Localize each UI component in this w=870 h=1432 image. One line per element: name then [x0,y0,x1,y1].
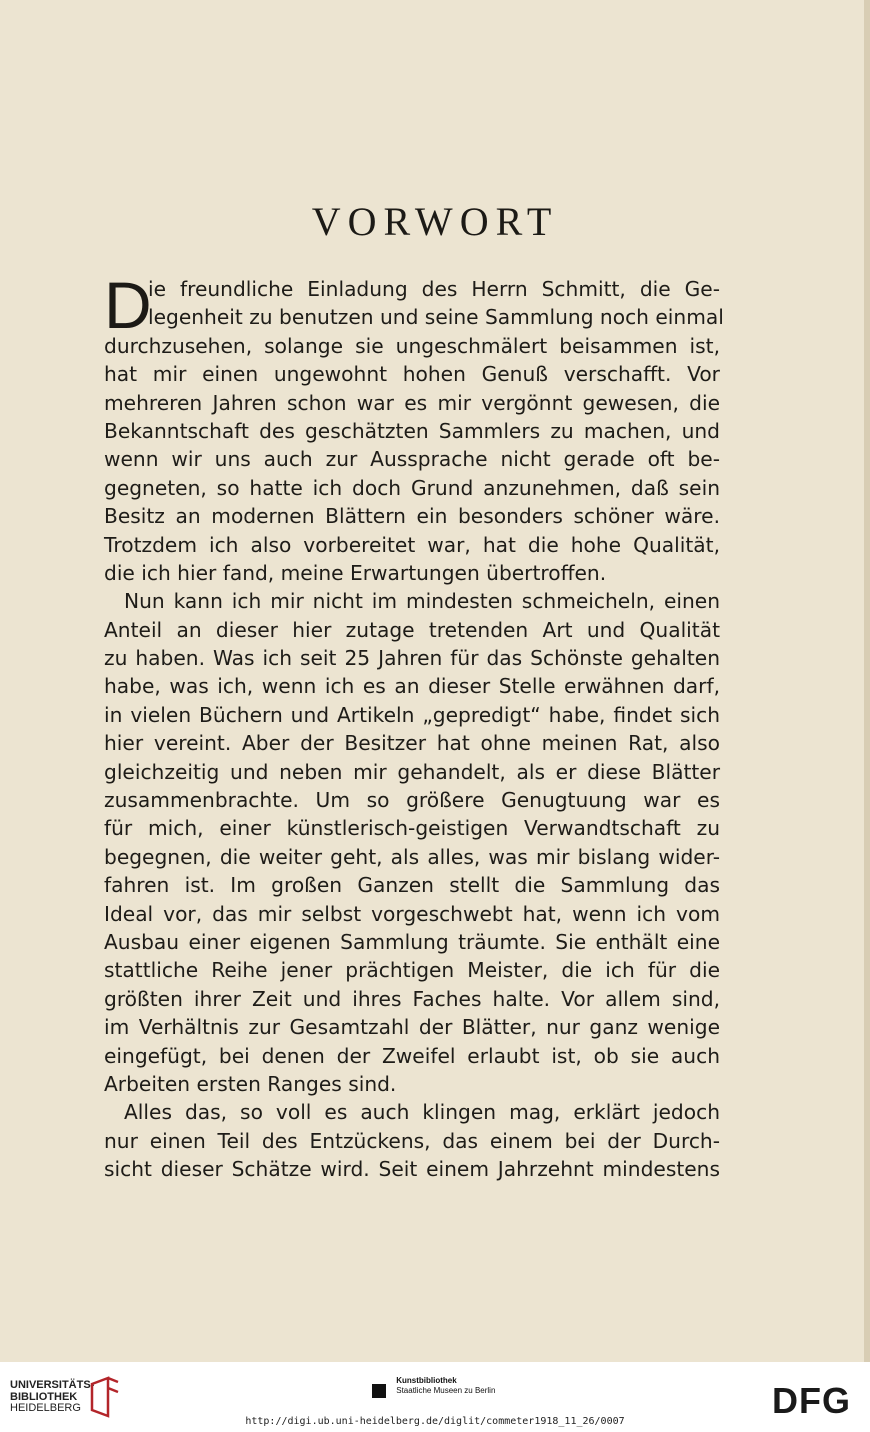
text-line: Arbeiten ersten Ranges sind. [104,1071,397,1096]
text-line: in vielen Büchern und Artikeln „gepredigt“ habe, findet sich [104,702,720,727]
body-text [104,268,724,1184]
text-line: Bekanntschaft des geschätzten Sammlers zu machen, und [104,418,720,443]
kb-name: Kunstbibliothek [396,1376,457,1385]
text-line: durchzusehen, solange sie ungeschmälert beisammen ist, [104,333,720,358]
text-line: begegnen, die weiter geht, als alles, was mir bislang wider- [104,844,720,869]
text-line: hier vereint. Aber der Besitzer hat ohne meinen Rat, also [104,731,720,756]
text-line: nur einen Teil des Entzückens, das einem bei der Durch- [104,1128,720,1153]
text-line: fahren ist. Im großen Ganzen stellt die Sammlung das [104,873,720,898]
drop-cap: D [104,268,152,342]
text-line: Alles das, so voll es auch klingen mag, erklärt jedoch [124,1100,720,1125]
text-line: im Verhältnis zur Gesamtzahl der Blätter, nur ganz wenige [104,1015,720,1040]
text-line: habe, was ich, wenn ich es an dieser Stelle erwähnen darf, [104,674,720,699]
text-line: Trotzdem ich also vorbereitet war, hat die hohe Qualität, [104,532,720,557]
page-title: VORWORT [311,199,559,244]
kunstbibliothek-logo[interactable] [372,1376,495,1398]
ub-logo-line: HEIDELBERG [10,1402,81,1414]
text-line: für mich, einer künstlerisch-geistigen Verwandtschaft zu [104,816,720,841]
text-line: zusammenbrachte. Um so größere Genugtuung war es [104,788,720,813]
text-line: hat mir einen ungewohnt hohen Genuß verschafft. Vor [104,362,720,387]
text-line: gegneten, so hatte ich doch Grund anzunehmen, daß sein [104,475,720,500]
text-line: eingefügt, bei denen der Zweifel erlaubt ist, ob sie auch [104,1043,720,1068]
text-line: die ich hier fand, meine Erwartungen übertroffen. [104,560,607,585]
text-line: ie freundliche Einladung des Herrn Schmitt, die Ge- [148,277,720,301]
text-line: Besitz an modernen Blättern ein besonders schöner wäre. [104,504,720,529]
text-line: Anteil an dieser hier zutage tretenden Art und Qualität [104,617,720,642]
text-line: mehreren Jahren schon war es mir vergönnt gewesen, die [104,390,720,415]
text-line: Ausbau einer eigenen Sammlung träumte. Sie enthält eine [104,929,720,954]
text-line: zu haben. Was ich seit 25 Jahren für das Schönste gehalten [104,646,720,671]
text-line: gleichzeitig und neben mir gehandelt, als er diese Blätter [104,759,720,784]
kunstbibliothek-emblem-icon [372,1384,386,1398]
ub-heidelberg-emblem-icon [88,1376,122,1418]
text-line: wenn wir uns auch zur Aussprache nicht gerade oft be- [104,447,720,472]
ub-logo-line: UNIVERSITÄTS- [10,1379,95,1391]
ub-logo-line: BIBLIOTHEK [10,1390,78,1403]
text-line: sicht dieser Schätze wird. Seit einem Jahrzehnt mindestens [104,1157,720,1182]
text-line: Ideal vor, das mir selbst vorgeschwebt hat, wenn ich vom [104,901,720,926]
permalink-url[interactable]: http://digi.ub.uni-heidelberg.de/diglit/commeter1918_11_26/0007 [245,1416,625,1427]
text-line: legenheit zu benutzen und seine Sammlung noch einmal [148,305,724,330]
ub-heidelberg-logo[interactable] [10,1380,94,1415]
kb-subtitle: Staatliche Museen zu Berlin [396,1386,496,1395]
footer-bar [0,1362,870,1432]
text-line: größten ihrer Zeit und ihres Faches halte. Vor allem sind, [104,986,720,1011]
text-line: Nun kann ich mir nicht im mindesten schmeicheln, einen [124,589,720,614]
dfg-logo[interactable]: DFG [772,1380,851,1421]
text-line: stattliche Reihe jener prächtigen Meister, die ich für die [104,958,720,983]
